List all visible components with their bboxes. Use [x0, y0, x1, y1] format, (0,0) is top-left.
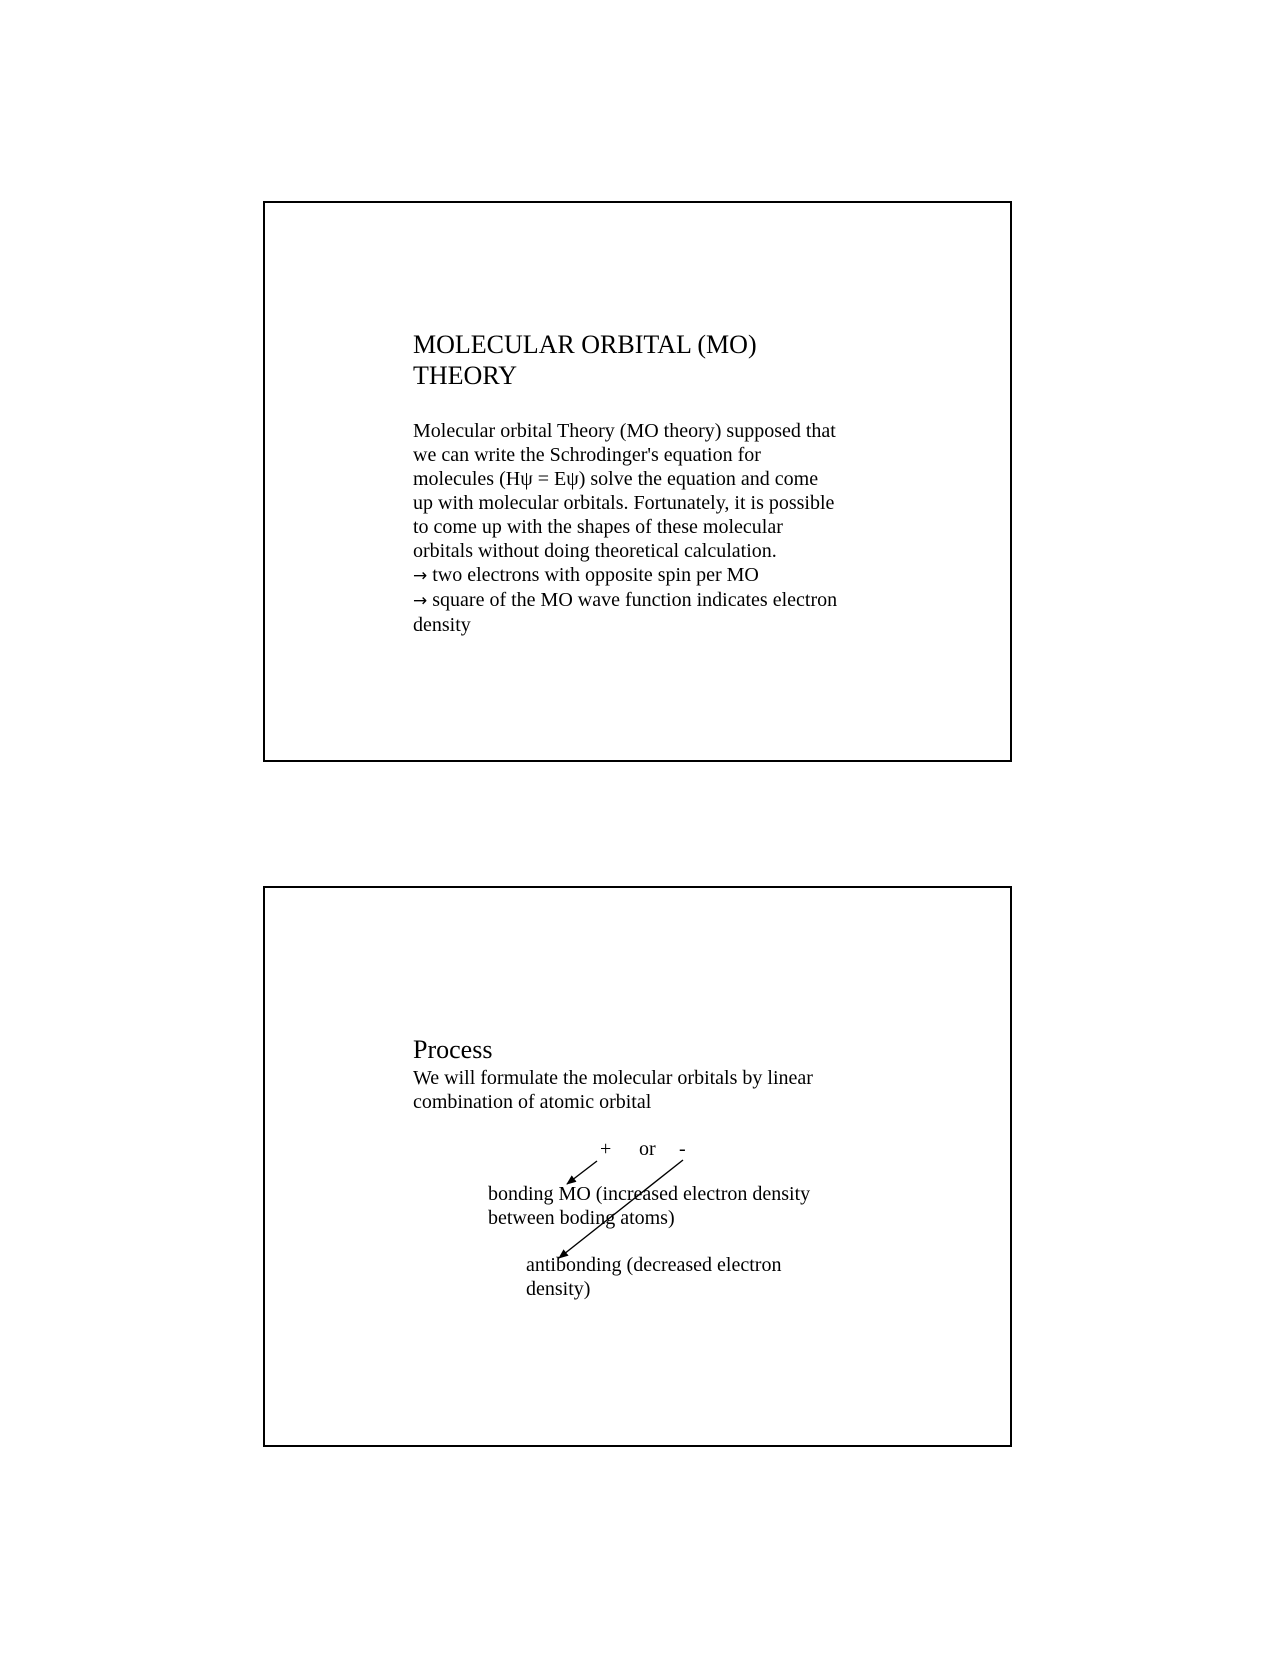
- plus-sign: +: [600, 1138, 612, 1160]
- title-line: MOLECULAR ORBITAL (MO): [413, 330, 757, 359]
- or-label: or: [639, 1138, 656, 1160]
- paragraph-line: we can write the Schrodinger's equation for: [413, 444, 761, 466]
- bullet-continuation: density: [413, 614, 471, 636]
- minus-sign: -: [679, 1138, 686, 1160]
- slide-title: Process: [413, 1035, 493, 1064]
- antibonding-line: density): [526, 1278, 591, 1300]
- slide-body: [413, 419, 837, 637]
- bullet-item: [413, 563, 837, 588]
- bullet-text: two electrons with opposite spin per MO: [432, 564, 759, 586]
- arrow-to-antibonding: [559, 1160, 683, 1258]
- bullet-text: square of the MO wave function indicates electron: [432, 589, 838, 611]
- paragraph-line: orbitals without doing theoretical calculation.: [413, 540, 777, 562]
- paragraph-line: to come up with the shapes of these molecular: [413, 516, 783, 538]
- slide-molecular-orbital-theory: [263, 201, 1012, 762]
- arrow-to-bonding: [567, 1161, 597, 1184]
- arrow-right-icon: →: [413, 591, 428, 611]
- slide-process: [263, 886, 1012, 1447]
- body-line: combination of atomic orbital: [413, 1091, 652, 1113]
- body-line: We will formulate the molecular orbitals by linear: [413, 1067, 813, 1089]
- slide-title: [413, 329, 757, 391]
- title-line: THEORY: [413, 361, 517, 390]
- paragraph-line: up with molecular orbitals. Fortunately, it is possible: [413, 492, 835, 514]
- paragraph-line: Molecular orbital Theory (MO theory) supposed that: [413, 420, 836, 442]
- bonding-line: between boding atoms): [488, 1207, 675, 1229]
- diagram-arrows: [265, 888, 1010, 1445]
- bullet-item: [413, 588, 837, 613]
- paragraph-line: molecules (Hψ = Eψ) solve the equation and come: [413, 468, 819, 490]
- antibonding-line: antibonding (decreased electron: [526, 1254, 782, 1276]
- bonding-line: bonding MO (increased electron density: [488, 1183, 811, 1205]
- arrow-right-icon: →: [413, 566, 428, 586]
